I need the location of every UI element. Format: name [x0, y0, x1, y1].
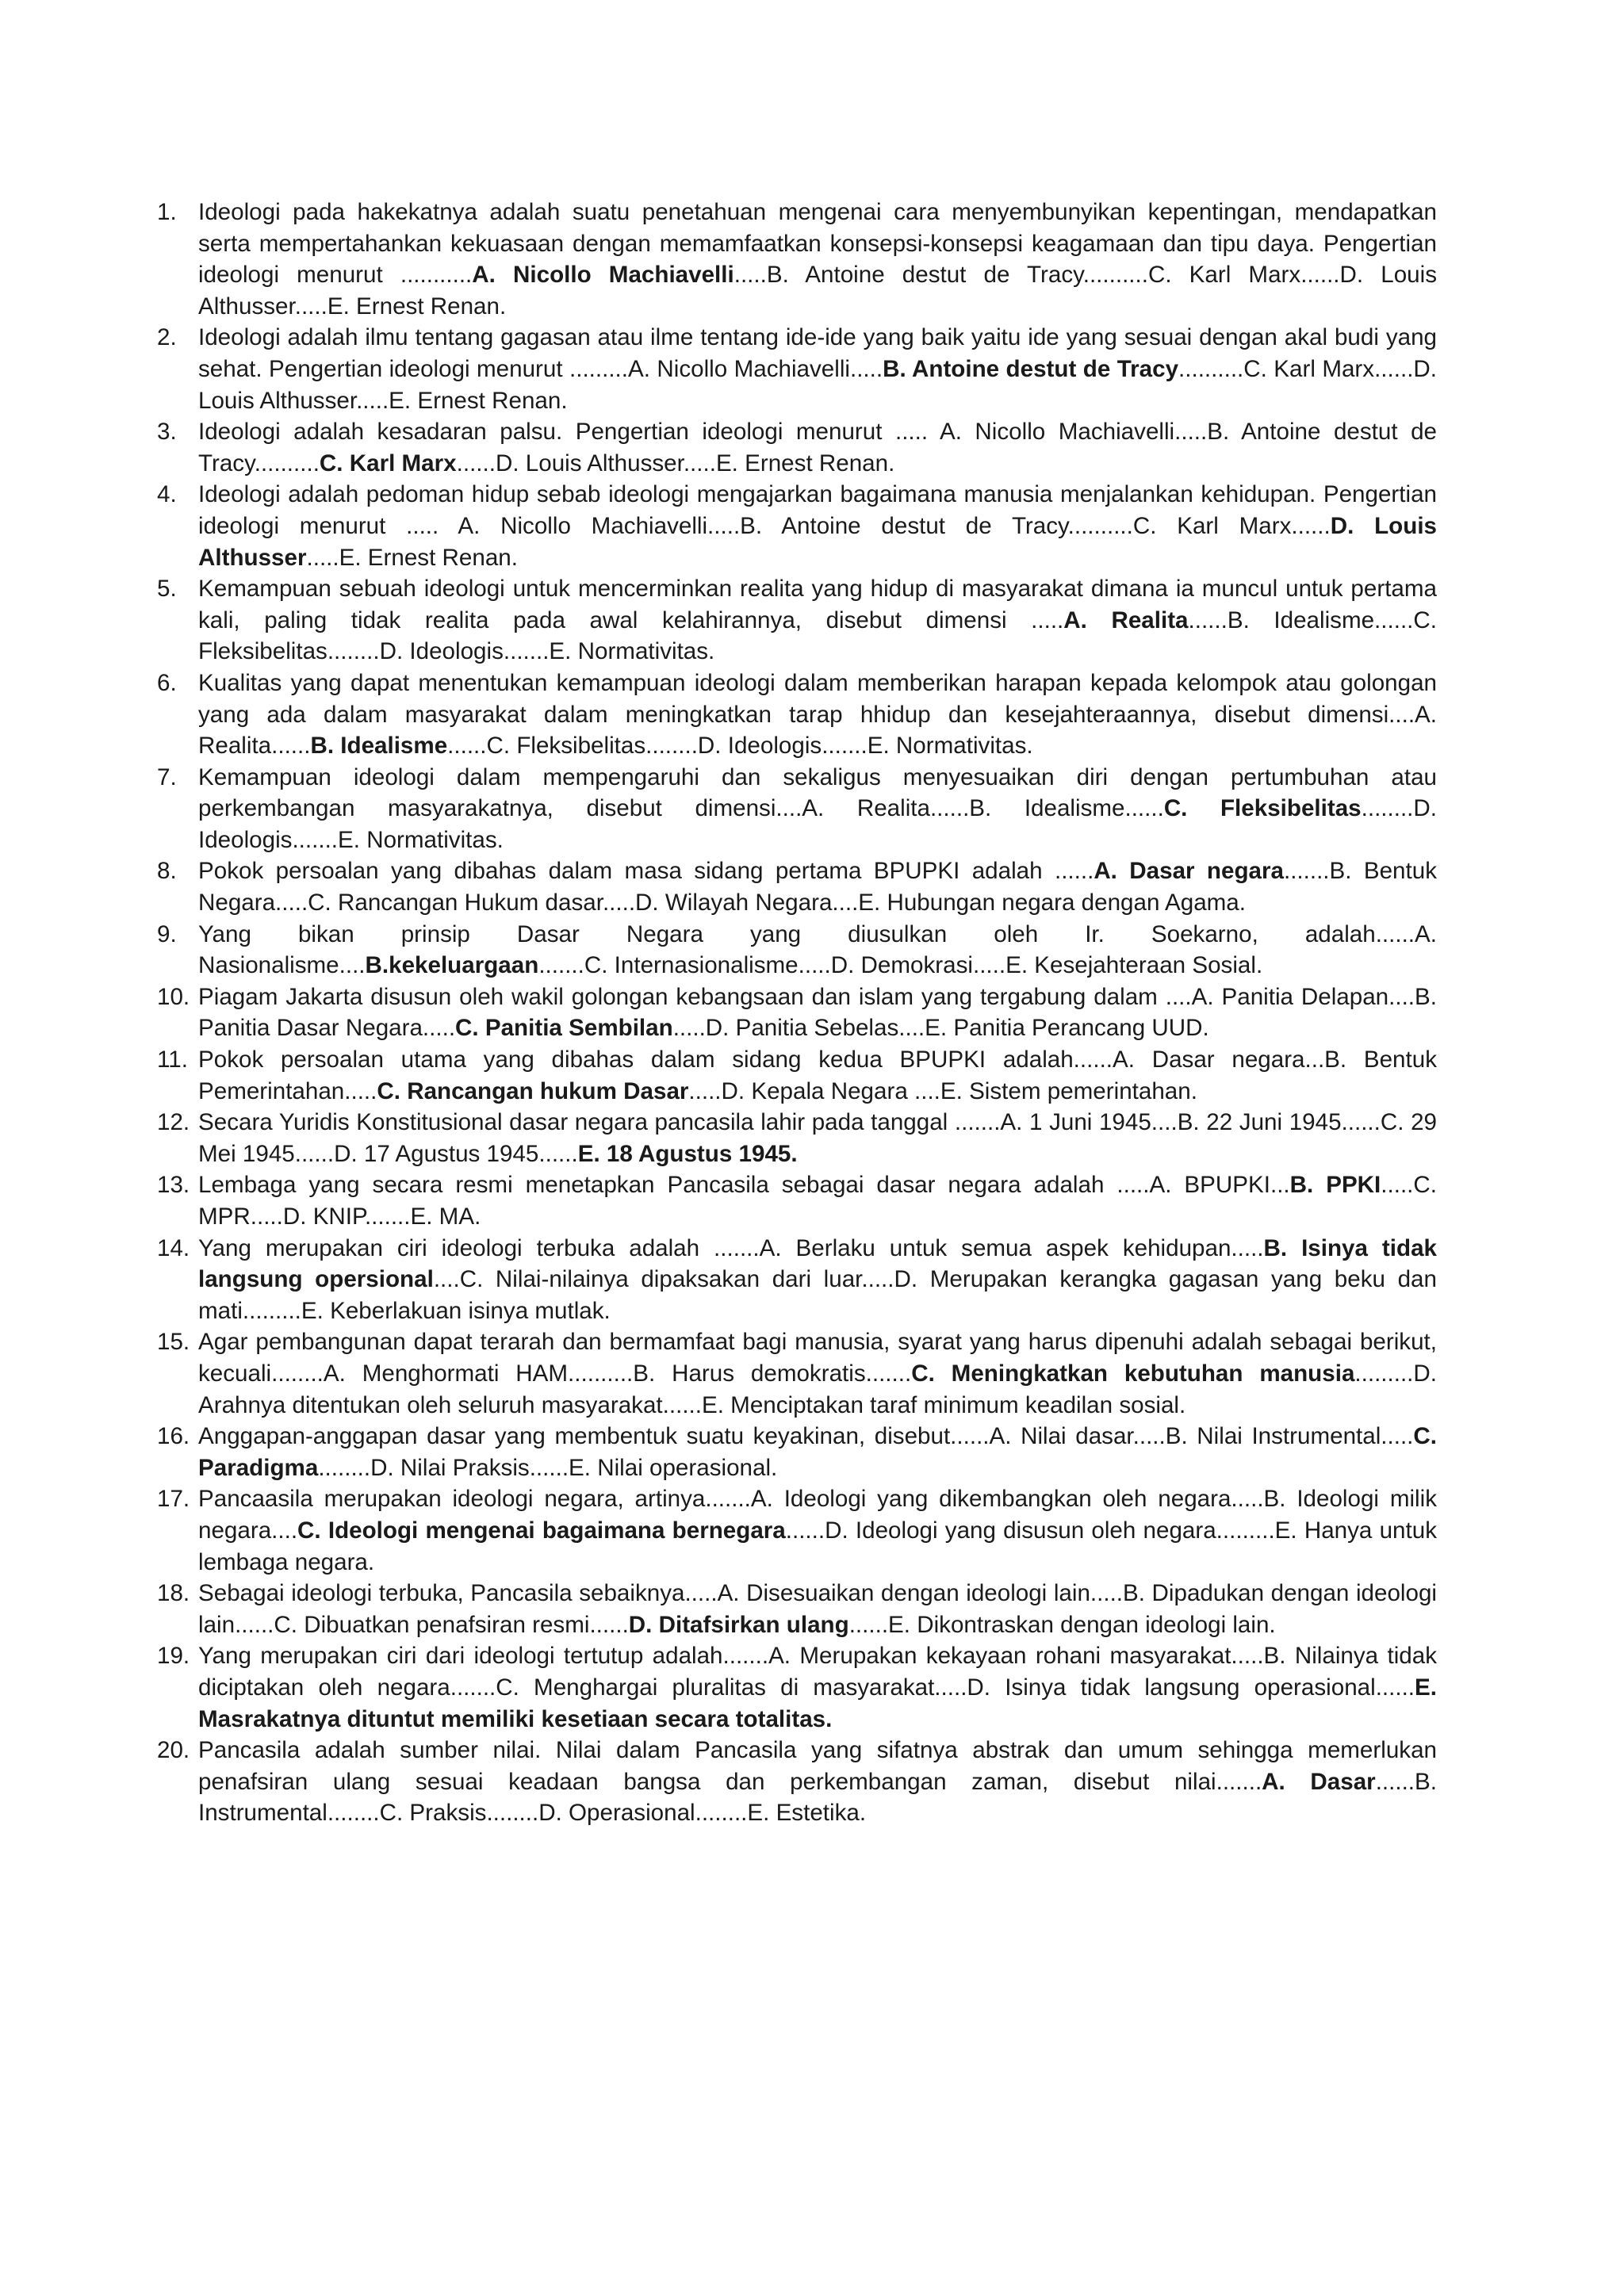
- answer-key-text: D. Ditafsirkan ulang: [628, 1611, 849, 1638]
- question-number: 17.: [157, 1486, 190, 1513]
- answer-key-text: A. Realita: [1063, 607, 1189, 633]
- question-item: [157, 1326, 1437, 1421]
- question-number: 2.: [157, 324, 177, 351]
- question-item: [157, 416, 1437, 479]
- question-text: Secara Yuridis Konstitusional dasar negara pancasila lahir pada tanggal .......A. 1 Juni 1945....B. 22 Juni 1945......C. 29 Mei 1945......D. 17 Agustus 1945......: [198, 1109, 1437, 1167]
- answer-key-text: C. Meningkatkan kebutuhan manusia: [911, 1360, 1355, 1387]
- question-text: .....B. Antoine destut de Tracy..........C. Karl Marx......D. Louis Althusser.....E. Ernest Renan.: [198, 262, 1438, 320]
- question-text: ......C. Fleksibelitas........D. Ideologis.......E. Normativitas.: [447, 733, 1033, 760]
- answer-key-text: C. Fleksibelitas: [1163, 795, 1362, 822]
- question-number: 19.: [157, 1643, 190, 1670]
- question-text: Agar pembangunan dapat terarah dan bermamfaat bagi manusia, syarat yang harus dipenuhi adalah sebagai berikut, kecuali........A. Menghormati HAM..........B. Harus demokratis.......: [198, 1329, 1437, 1387]
- question-item: [157, 1483, 1437, 1578]
- question-number: 5.: [157, 576, 177, 603]
- question-item: [157, 1735, 1437, 1829]
- question-text: .......B. Bentuk Negara.....C. Rancangan Hukum dasar.....D. Wilayah Negara....E. Hubungan negara dengan Agama.: [198, 858, 1437, 916]
- question-number: 3.: [157, 419, 177, 446]
- question-text: Kemampuan ideologi dalam mempengaruhi dan sekaligus menyesuaikan diri dengan pertumbuhan atau perkembangan masyarakatnya, disebut dimensi....A. Realita......B. Idealisme......: [198, 763, 1437, 822]
- question-text: ....C. Nilai-nilainya dipaksakan dari luar.....D. Merupakan kerangka gagasan yang beku dan mati.........E. Keberlakuan isinya mutlak.: [198, 1266, 1437, 1324]
- answer-key-text: B. PPKI: [1289, 1172, 1381, 1199]
- question-item: [157, 1233, 1437, 1327]
- question-item: [157, 479, 1437, 573]
- question-number: 11.: [157, 1047, 188, 1073]
- question-item: [157, 855, 1437, 918]
- question-item: [157, 1044, 1437, 1107]
- question-text: .......C. Internasionalisme.....D. Demokrasi.....E. Kesejahteraan Sosial.: [538, 952, 1263, 979]
- question-item: [157, 919, 1437, 982]
- question-text: Kualitas yang dapat menentukan kemampuan ideologi dalam memberikan harapan kepada kelompok atau golongan yang ada dalam masyarakat dalam meningkatkan tarap hhidup dan kesejahteraannya, disebut dimensi....A. Realita......: [198, 669, 1437, 760]
- question-text: .....C. MPR.....D. KNIP.......E. MA.: [198, 1172, 1437, 1230]
- question-text: .....D. Kepala Negara ....E. Sistem pemerintahan.: [688, 1077, 1197, 1104]
- question-text: Yang bikan prinsip Dasar Negara yang diusulkan oleh Ir. Soekarno, adalah......A. Nasionalisme....: [198, 920, 1437, 979]
- question-number: 1.: [157, 199, 177, 225]
- answer-key-text: C. Paradigma: [198, 1423, 1437, 1481]
- answer-key-text: A. Dasar negara: [1094, 858, 1284, 885]
- question-text: Pancaasila merupakan ideologi negara, artinya.......A. Ideologi yang dikembangkan oleh negara.....B. Ideologi milik negara....: [198, 1486, 1437, 1544]
- question-text: .....E. Ernest Renan.: [306, 544, 518, 571]
- question-text: Pokok persoalan utama yang dibahas dalam sidang kedua BPUPKI adalah......A. Dasar negara...B. Bentuk Pemerintahan.....: [198, 1047, 1437, 1104]
- answer-key-text: B. Idealisme: [310, 733, 448, 760]
- question-number: 16.: [157, 1423, 190, 1450]
- answer-key-text: D. Louis Althusser: [198, 512, 1437, 571]
- question-number: 20.: [157, 1737, 190, 1764]
- question-number: 15.: [157, 1329, 190, 1356]
- answer-key-text: E. 18 Agustus 1945.: [577, 1140, 798, 1167]
- answer-key-text: C. Karl Marx: [319, 450, 457, 476]
- question-text: ......E. Dikontraskan dengan ideologi lain.: [848, 1611, 1276, 1638]
- question-text: ......D. Louis Althusser.....E. Ernest Renan.: [456, 450, 895, 476]
- question-number: 18.: [157, 1580, 190, 1607]
- question-number: 9.: [157, 920, 177, 947]
- answer-key-text: B. Antoine destut de Tracy: [883, 355, 1179, 382]
- question-text: Sebagai ideologi terbuka, Pancasila sebaiknya.....A. Disesuaikan dengan ideologi lain.....B. Dipadukan dengan ideologi lain......C. Dibuatkan penafsiran resmi......: [198, 1580, 1437, 1638]
- question-text: Yang merupakan ciri ideologi terbuka adalah .......A. Berlaku untuk semua aspek kehidupan.....: [198, 1234, 1264, 1261]
- answer-key-text: B. Isinya tidak langsung opersional: [198, 1234, 1437, 1293]
- question-text: Piagam Jakarta disusun oleh wakil golongan kebangsaan dan islam yang tergabung dalam ....A. Panitia Delapan....B. Panitia Dasar Negara.....: [198, 983, 1437, 1042]
- question-item: [157, 1421, 1437, 1483]
- question-text: Ideologi pada hakekatnya adalah suatu penetahuan mengenai cara menyembunyikan kepentingan, mendapatkan serta mempertahankan kekuasaan dengan memamfaatkan konsepsi-konsepsi keagamaan dan tipu daya. Pengertian ideologi menurut ...........: [198, 199, 1437, 289]
- question-item: [157, 1640, 1437, 1735]
- question-text: .........D. Arahnya ditentukan oleh seluruh masyarakat......E. Menciptakan taraf minimum keadilan sosial.: [198, 1360, 1437, 1418]
- question-item: [157, 197, 1437, 322]
- answer-key-text: C. Panitia Sembilan: [455, 1015, 673, 1042]
- answer-key-text: A. Dasar: [1262, 1768, 1376, 1795]
- question-number: 14.: [157, 1234, 190, 1261]
- question-number: 12.: [157, 1109, 190, 1136]
- question-text: Anggapan-anggapan dasar yang membentuk suatu keyakinan, disebut......A. Nilai dasar.....B. Nilai Instrumental.....: [198, 1423, 1414, 1450]
- question-item: [157, 1578, 1437, 1640]
- question-text: ........D. Nilai Praksis......E. Nilai operasional.: [318, 1454, 778, 1481]
- question-list: [157, 197, 1437, 1829]
- question-item: [157, 982, 1437, 1044]
- question-number: 4.: [157, 481, 177, 508]
- question-number: 10.: [157, 983, 190, 1010]
- question-text: Pokok persoalan yang dibahas dalam masa sidang pertama BPUPKI adalah ......: [198, 858, 1094, 885]
- question-text: ........D. Ideologis.......E. Normativitas.: [198, 795, 1437, 853]
- question-number: 13.: [157, 1172, 190, 1199]
- question-text: Ideologi adalah pedoman hidup sebab ideologi mengajarkan bagaimana manusia menjalankan kehidupan. Pengertian ideologi menurut ..... A. Nicollo Machiavelli.....B. Antoine destut de Tracy..........C. Karl Marx......: [198, 481, 1437, 539]
- question-item: [157, 1169, 1437, 1232]
- question-item: [157, 1107, 1437, 1169]
- question-text: Pancasila adalah sumber nilai. Nilai dalam Pancasila yang sifatnya abstrak dan umum sehingga memerlukan penafsiran ulang sesuai keadaan bangsa dan perkembangan zaman, disebut nilai.......: [198, 1737, 1437, 1795]
- question-text: ..........C. Karl Marx......D. Louis Althusser.....E. Ernest Renan.: [198, 355, 1438, 414]
- question-number: 6.: [157, 669, 177, 696]
- question-text: Ideologi adalah ilmu tentang gagasan atau ilme tentang ide-ide yang baik yaitu ide yang sesuai dengan akal budi yang sehat. Pengertian ideologi menurut .........A. Nicollo Machiavelli.....: [198, 324, 1437, 382]
- question-text: ......D. Ideologi yang disusun oleh negara.........E. Hanya untuk lembaga negara.: [198, 1517, 1437, 1575]
- question-text: ......B. Idealisme......C. Fleksibelitas........D. Ideologis.......E. Normativitas.: [198, 607, 1437, 665]
- question-number: 8.: [157, 858, 177, 885]
- question-text: Lembaga yang secara resmi menetapkan Pancasila sebagai dasar negara adalah .....A. BPUPKI...: [198, 1172, 1290, 1199]
- question-text: Yang merupakan ciri dari ideologi tertutup adalah.......A. Merupakan kekayaan rohani masyarakat.....B. Nilainya tidak diciptakan oleh negara.......C. Menghargai pluralitas di masyarakat.....D. Isinya tidak langsung operasional......: [198, 1643, 1437, 1701]
- question-text: ......B. Instrumental........C. Praksis........D. Operasional........E. Estetika.: [198, 1768, 1437, 1827]
- question-item: [157, 322, 1437, 416]
- answer-key-text: C. Rancangan hukum Dasar: [377, 1077, 689, 1104]
- question-text: Ideologi adalah kesadaran palsu. Pengertian ideologi menurut ..... A. Nicollo Machiavelli.....B. Antoine destut de Tracy..........: [198, 419, 1437, 476]
- answer-key-text: C. Ideologi mengenai bagaimana bernegara: [297, 1517, 786, 1544]
- question-item: [157, 668, 1437, 762]
- question-text: .....D. Panitia Sebelas....E. Panitia Perancang UUD.: [672, 1015, 1209, 1042]
- answer-key-text: A. Nicollo Machiavelli: [472, 262, 734, 289]
- question-text: Kemampuan sebuah ideologi untuk mencerminkan realita yang hidup di masyarakat dimana ia muncul untuk pertama kali, paling tidak realita pada awal kelahirannya, disebut dimensi .....: [198, 576, 1437, 633]
- question-number: 7.: [157, 763, 177, 790]
- question-item: [157, 762, 1437, 856]
- answer-key-text: E. Masrakatnya dituntut memiliki kesetiaan secara totalitas.: [198, 1674, 1437, 1732]
- question-item: [157, 573, 1437, 668]
- answer-key-text: B.kekeluargaan: [365, 952, 539, 979]
